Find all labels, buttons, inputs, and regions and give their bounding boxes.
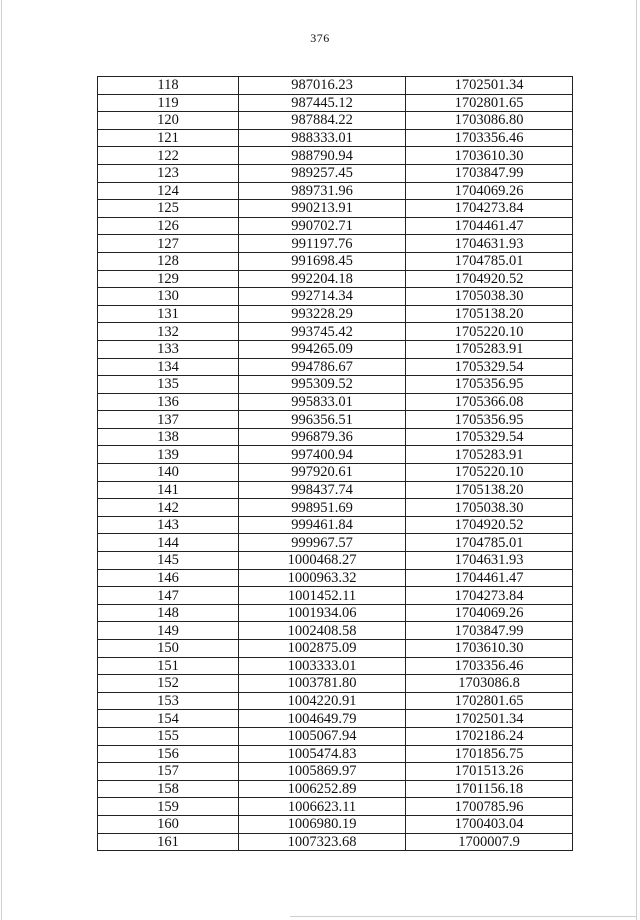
- x-coordinate-cell: 1005869.97: [239, 763, 406, 781]
- x-coordinate-cell: 994786.67: [239, 358, 406, 376]
- x-coordinate-cell: 990213.91: [239, 200, 406, 218]
- x-coordinate-cell: 992714.34: [239, 288, 406, 306]
- y-coordinate-cell: 1704785.01: [406, 534, 573, 552]
- table-row: [98, 815, 573, 833]
- table-row: [98, 569, 573, 587]
- y-coordinate-cell: 1702186.24: [406, 727, 573, 745]
- x-coordinate-cell: 1000963.32: [239, 569, 406, 587]
- table-row: [98, 587, 573, 605]
- table-row: [98, 727, 573, 745]
- y-coordinate-cell: 1705038.30: [406, 499, 573, 517]
- table-row: [98, 411, 573, 429]
- point-number-cell: 158: [98, 780, 239, 798]
- y-coordinate-cell: 1705138.20: [406, 481, 573, 499]
- y-coordinate-cell: 1705220.10: [406, 323, 573, 341]
- y-coordinate-cell: 1701513.26: [406, 763, 573, 781]
- table-row: [98, 798, 573, 816]
- point-number-cell: 149: [98, 622, 239, 640]
- x-coordinate-cell: 1005474.83: [239, 745, 406, 763]
- table-row: [98, 622, 573, 640]
- point-number-cell: 147: [98, 587, 239, 605]
- point-number-cell: 135: [98, 376, 239, 394]
- y-coordinate-cell: 1700403.04: [406, 815, 573, 833]
- y-coordinate-cell: 1705366.08: [406, 393, 573, 411]
- table-row: [98, 129, 573, 147]
- point-number-cell: 136: [98, 393, 239, 411]
- page-edge-right: [636, 0, 637, 920]
- coordinates-table: [97, 76, 573, 851]
- table-row: [98, 710, 573, 728]
- point-number-cell: 137: [98, 411, 239, 429]
- x-coordinate-cell: 996879.36: [239, 428, 406, 446]
- y-coordinate-cell: 1704785.01: [406, 252, 573, 270]
- table-row: [98, 305, 573, 323]
- x-coordinate-cell: 998437.74: [239, 481, 406, 499]
- page-edge-left: [1, 0, 2, 920]
- table-row: [98, 780, 573, 798]
- x-coordinate-cell: 989731.96: [239, 182, 406, 200]
- point-number-cell: 146: [98, 569, 239, 587]
- y-coordinate-cell: 1703086.80: [406, 112, 573, 130]
- point-number-cell: 126: [98, 217, 239, 235]
- x-coordinate-cell: 1006623.11: [239, 798, 406, 816]
- x-coordinate-cell: 999461.84: [239, 516, 406, 534]
- table-row: [98, 428, 573, 446]
- y-coordinate-cell: 1705038.30: [406, 288, 573, 306]
- point-number-cell: 120: [98, 112, 239, 130]
- table-row: [98, 235, 573, 253]
- table-row: [98, 657, 573, 675]
- x-coordinate-cell: 1000468.27: [239, 552, 406, 570]
- y-coordinate-cell: 1704069.26: [406, 604, 573, 622]
- y-coordinate-cell: 1703356.46: [406, 657, 573, 675]
- point-number-cell: 140: [98, 464, 239, 482]
- table-row: [98, 252, 573, 270]
- table-row: [98, 516, 573, 534]
- x-coordinate-cell: 991197.76: [239, 235, 406, 253]
- page-edge-bottom: [290, 916, 636, 917]
- table-row: [98, 200, 573, 218]
- x-coordinate-cell: 997920.61: [239, 464, 406, 482]
- point-number-cell: 129: [98, 270, 239, 288]
- y-coordinate-cell: 1703847.99: [406, 622, 573, 640]
- point-number-cell: 145: [98, 552, 239, 570]
- point-number-cell: 152: [98, 675, 239, 693]
- point-number-cell: 128: [98, 252, 239, 270]
- point-number-cell: 119: [98, 94, 239, 112]
- point-number-cell: 122: [98, 147, 239, 165]
- y-coordinate-cell: 1702501.34: [406, 77, 573, 95]
- point-number-cell: 150: [98, 640, 239, 658]
- point-number-cell: 144: [98, 534, 239, 552]
- y-coordinate-cell: 1703610.30: [406, 640, 573, 658]
- point-number-cell: 134: [98, 358, 239, 376]
- x-coordinate-cell: 995833.01: [239, 393, 406, 411]
- x-coordinate-cell: 988333.01: [239, 129, 406, 147]
- table-row: [98, 481, 573, 499]
- y-coordinate-cell: 1702801.65: [406, 94, 573, 112]
- table-row: [98, 147, 573, 165]
- y-coordinate-cell: 1702801.65: [406, 692, 573, 710]
- table-row: [98, 182, 573, 200]
- point-number-cell: 131: [98, 305, 239, 323]
- y-coordinate-cell: 1705356.95: [406, 376, 573, 394]
- x-coordinate-cell: 1007323.68: [239, 833, 406, 851]
- x-coordinate-cell: 1006980.19: [239, 815, 406, 833]
- y-coordinate-cell: 1704920.52: [406, 516, 573, 534]
- table-row: [98, 552, 573, 570]
- point-number-cell: 133: [98, 340, 239, 358]
- x-coordinate-cell: 1004649.79: [239, 710, 406, 728]
- point-number-cell: 156: [98, 745, 239, 763]
- y-coordinate-cell: 1705356.95: [406, 411, 573, 429]
- y-coordinate-cell: 1700007.9: [406, 833, 573, 851]
- x-coordinate-cell: 1001934.06: [239, 604, 406, 622]
- table-row: [98, 94, 573, 112]
- x-coordinate-cell: 997400.94: [239, 446, 406, 464]
- x-coordinate-cell: 1001452.11: [239, 587, 406, 605]
- y-coordinate-cell: 1703086.8: [406, 675, 573, 693]
- x-coordinate-cell: 988790.94: [239, 147, 406, 165]
- y-coordinate-cell: 1705283.91: [406, 340, 573, 358]
- x-coordinate-cell: 1003781.80: [239, 675, 406, 693]
- x-coordinate-cell: 1005067.94: [239, 727, 406, 745]
- x-coordinate-cell: 989257.45: [239, 164, 406, 182]
- point-number-cell: 159: [98, 798, 239, 816]
- coordinates-table-body: [98, 77, 573, 851]
- point-number-cell: 151: [98, 657, 239, 675]
- x-coordinate-cell: 994265.09: [239, 340, 406, 358]
- x-coordinate-cell: 1004220.91: [239, 692, 406, 710]
- x-coordinate-cell: 992204.18: [239, 270, 406, 288]
- table-row: [98, 340, 573, 358]
- y-coordinate-cell: 1703356.46: [406, 129, 573, 147]
- point-number-cell: 125: [98, 200, 239, 218]
- y-coordinate-cell: 1705283.91: [406, 446, 573, 464]
- x-coordinate-cell: 998951.69: [239, 499, 406, 517]
- y-coordinate-cell: 1704461.47: [406, 217, 573, 235]
- page-number: 376: [310, 31, 330, 45]
- table-row: [98, 675, 573, 693]
- x-coordinate-cell: 993228.29: [239, 305, 406, 323]
- point-number-cell: 153: [98, 692, 239, 710]
- x-coordinate-cell: 993745.42: [239, 323, 406, 341]
- y-coordinate-cell: 1700785.96: [406, 798, 573, 816]
- y-coordinate-cell: 1704069.26: [406, 182, 573, 200]
- x-coordinate-cell: 1003333.01: [239, 657, 406, 675]
- table-row: [98, 833, 573, 851]
- point-number-cell: 157: [98, 763, 239, 781]
- point-number-cell: 124: [98, 182, 239, 200]
- x-coordinate-cell: 1002408.58: [239, 622, 406, 640]
- table-row: [98, 393, 573, 411]
- table-row: [98, 499, 573, 517]
- point-number-cell: 139: [98, 446, 239, 464]
- x-coordinate-cell: 991698.45: [239, 252, 406, 270]
- y-coordinate-cell: 1703847.99: [406, 164, 573, 182]
- point-number-cell: 148: [98, 604, 239, 622]
- table-row: [98, 604, 573, 622]
- table-row: [98, 358, 573, 376]
- table-row: [98, 464, 573, 482]
- point-number-cell: 118: [98, 77, 239, 95]
- y-coordinate-cell: 1704631.93: [406, 235, 573, 253]
- table-row: [98, 323, 573, 341]
- x-coordinate-cell: 1002875.09: [239, 640, 406, 658]
- y-coordinate-cell: 1701856.75: [406, 745, 573, 763]
- y-coordinate-cell: 1704273.84: [406, 587, 573, 605]
- point-number-cell: 138: [98, 428, 239, 446]
- point-number-cell: 130: [98, 288, 239, 306]
- y-coordinate-cell: 1704273.84: [406, 200, 573, 218]
- x-coordinate-cell: 987016.23: [239, 77, 406, 95]
- y-coordinate-cell: 1705329.54: [406, 358, 573, 376]
- point-number-cell: 123: [98, 164, 239, 182]
- table-row: [98, 640, 573, 658]
- table-row: [98, 270, 573, 288]
- table-row: [98, 77, 573, 95]
- table-row: [98, 376, 573, 394]
- table-row: [98, 745, 573, 763]
- y-coordinate-cell: 1704920.52: [406, 270, 573, 288]
- point-number-cell: 142: [98, 499, 239, 517]
- y-coordinate-cell: 1704631.93: [406, 552, 573, 570]
- table-row: [98, 164, 573, 182]
- y-coordinate-cell: 1703610.30: [406, 147, 573, 165]
- y-coordinate-cell: 1701156.18: [406, 780, 573, 798]
- point-number-cell: 161: [98, 833, 239, 851]
- table-row: [98, 112, 573, 130]
- table-row: [98, 692, 573, 710]
- y-coordinate-cell: 1705138.20: [406, 305, 573, 323]
- table-row: [98, 534, 573, 552]
- point-number-cell: 154: [98, 710, 239, 728]
- y-coordinate-cell: 1705220.10: [406, 464, 573, 482]
- table-row: [98, 288, 573, 306]
- y-coordinate-cell: 1705329.54: [406, 428, 573, 446]
- point-number-cell: 155: [98, 727, 239, 745]
- x-coordinate-cell: 999967.57: [239, 534, 406, 552]
- x-coordinate-cell: 987884.22: [239, 112, 406, 130]
- table-row: [98, 763, 573, 781]
- point-number-cell: 143: [98, 516, 239, 534]
- y-coordinate-cell: 1704461.47: [406, 569, 573, 587]
- table-row: [98, 217, 573, 235]
- point-number-cell: 160: [98, 815, 239, 833]
- x-coordinate-cell: 987445.12: [239, 94, 406, 112]
- x-coordinate-cell: 1006252.89: [239, 780, 406, 798]
- point-number-cell: 141: [98, 481, 239, 499]
- x-coordinate-cell: 996356.51: [239, 411, 406, 429]
- y-coordinate-cell: 1702501.34: [406, 710, 573, 728]
- table-row: [98, 446, 573, 464]
- x-coordinate-cell: 990702.71: [239, 217, 406, 235]
- point-number-cell: 127: [98, 235, 239, 253]
- point-number-cell: 121: [98, 129, 239, 147]
- x-coordinate-cell: 995309.52: [239, 376, 406, 394]
- point-number-cell: 132: [98, 323, 239, 341]
